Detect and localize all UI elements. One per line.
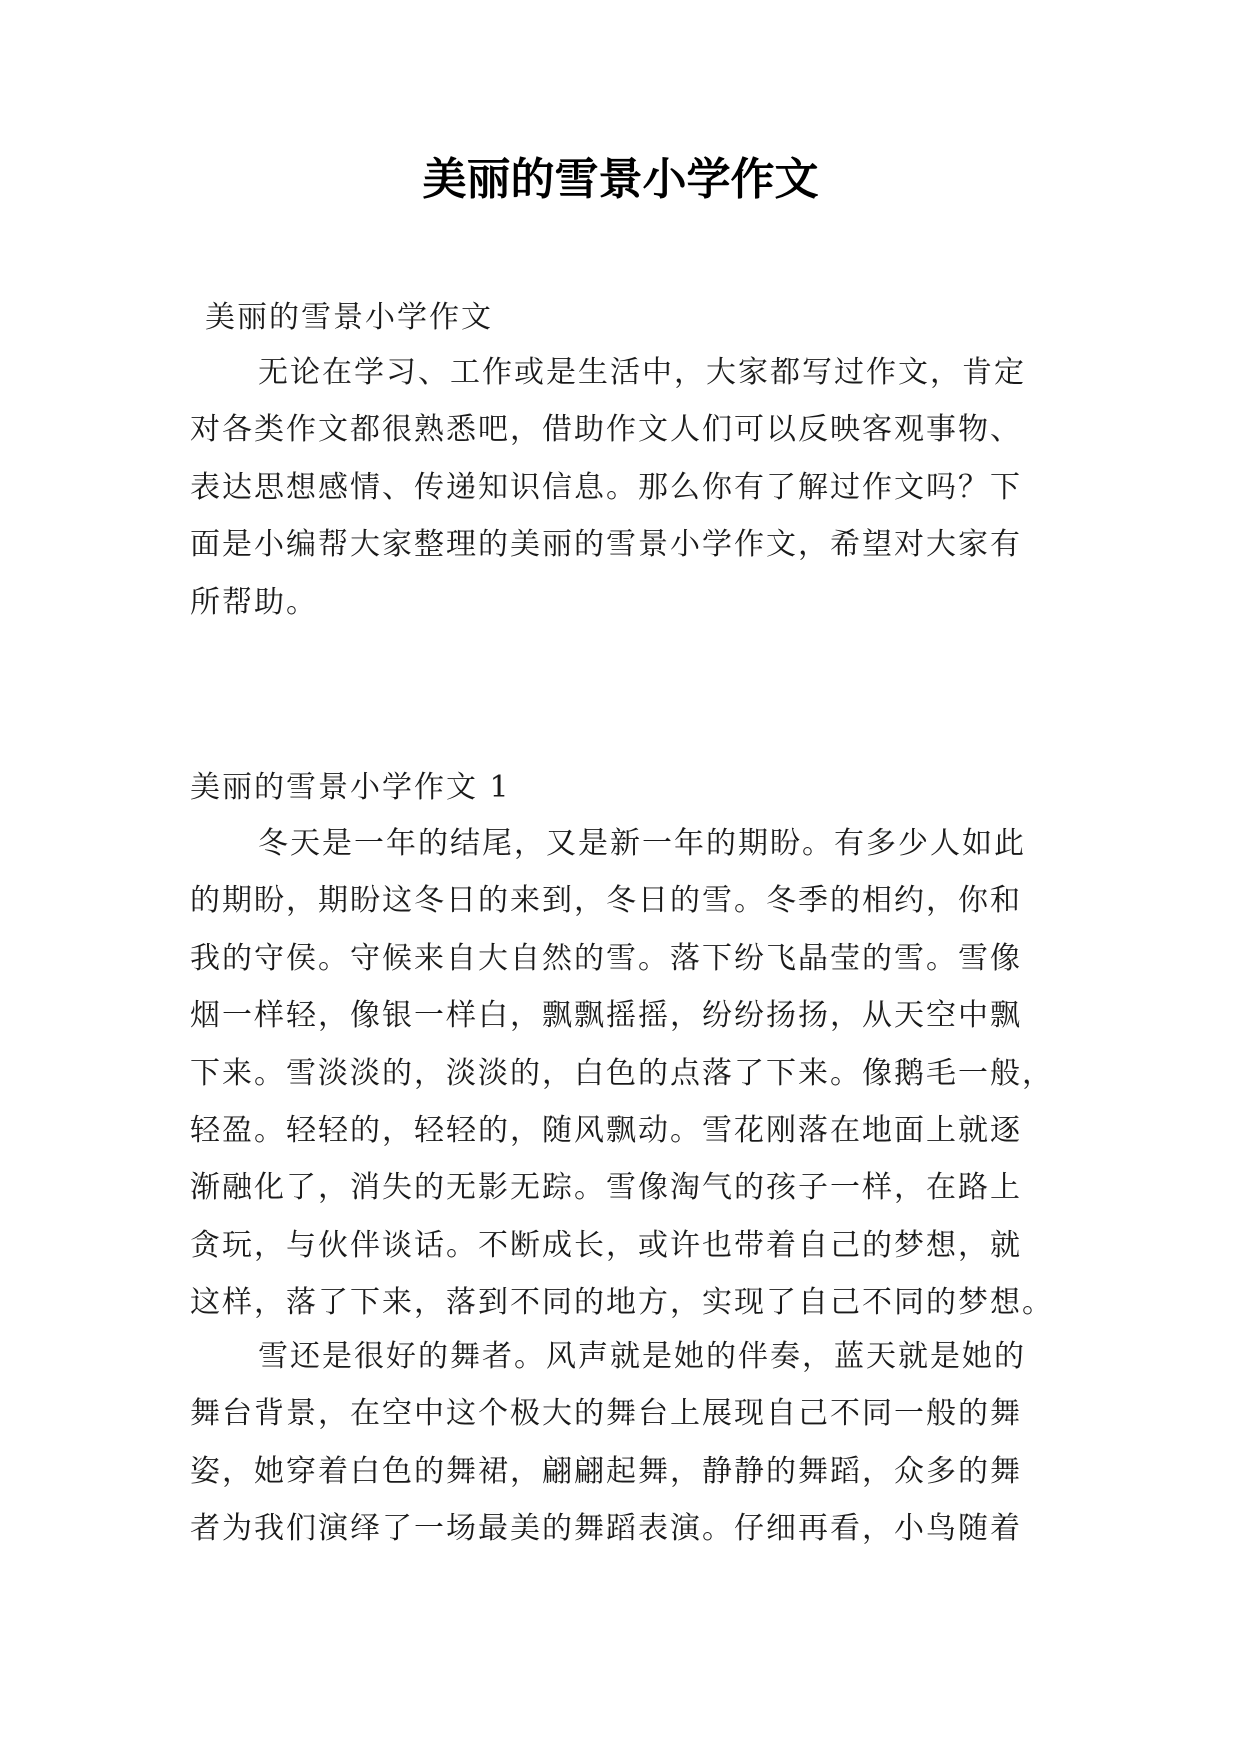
paragraph-line: 烟一样轻，像银一样白，飘飘摇摇，纷纷扬扬，从天空中飘 (190, 998, 1022, 1034)
paragraph-line: 姿，她穿着白色的舞裙，翩翩起舞，静静的舞蹈，众多的舞 (190, 1453, 1022, 1489)
paragraph-line: 这样，落了下来，落到不同的地方，实现了自己不同的梦想。 (190, 1285, 1054, 1321)
section-paragraph-2 (190, 1328, 1070, 1558)
intro-line: 所帮助。 (190, 584, 318, 620)
intro-line: 表达思想感情、传递知识信息。那么你有了解过作文吗？下 (190, 469, 1022, 505)
intro-line: 面是小编帮大家整理的美丽的雪景小学作文，希望对大家有 (190, 527, 1022, 563)
section-paragraph-1 (190, 815, 1070, 1332)
intro-line: 无论在学习、工作或是生活中，大家都写过作文，肯定 (258, 355, 1026, 390)
paragraph-line: 者为我们演绎了一场最美的舞蹈表演。仔细再看，小鸟随着 (190, 1511, 1022, 1547)
paragraph-line: 我的守侯。守候来自大自然的雪。落下纷飞晶莹的雪。雪像 (190, 940, 1022, 976)
intro-paragraph (190, 344, 1070, 631)
document-title: 美丽的雪景小学作文 (422, 154, 819, 205)
paragraph-line: 轻盈。轻轻的，轻轻的，随风飘动。雪花刚落在地面上就逐 (190, 1112, 1022, 1148)
intro-heading-text: 美丽的雪景小学作文 (205, 300, 493, 335)
paragraph-line: 渐融化了，消失的无影无踪。雪像淘气的孩子一样，在路上 (190, 1170, 1022, 1206)
paragraph-line: 下来。雪淡淡的，淡淡的，白色的点落了下来。像鹅毛一般， (190, 1055, 1054, 1091)
paragraph-line: 舞台背景，在空中这个极大的舞台上展现自己不同一般的舞 (190, 1396, 1022, 1432)
paragraph-line: 贪玩，与伙伴谈话。不断成长，或许也带着自己的梦想，就 (190, 1227, 1022, 1263)
intro-line: 对各类作文都很熟悉吧，借助作文人们可以反映客观事物、 (190, 412, 1022, 448)
paragraph-line: 雪还是很好的舞者。风声就是她的伴奏，蓝天就是她的 (258, 1339, 1026, 1374)
intro-heading (205, 289, 1085, 346)
paragraph-line: 的期盼，期盼这冬日的来到，冬日的雪。冬季的相约，你和 (190, 883, 1022, 919)
section-heading-text: 美丽的雪景小学作文 1 (190, 770, 511, 805)
paragraph-line: 冬天是一年的结尾，又是新一年的期盼。有多少人如此 (258, 826, 1026, 861)
section-heading (190, 759, 1070, 816)
